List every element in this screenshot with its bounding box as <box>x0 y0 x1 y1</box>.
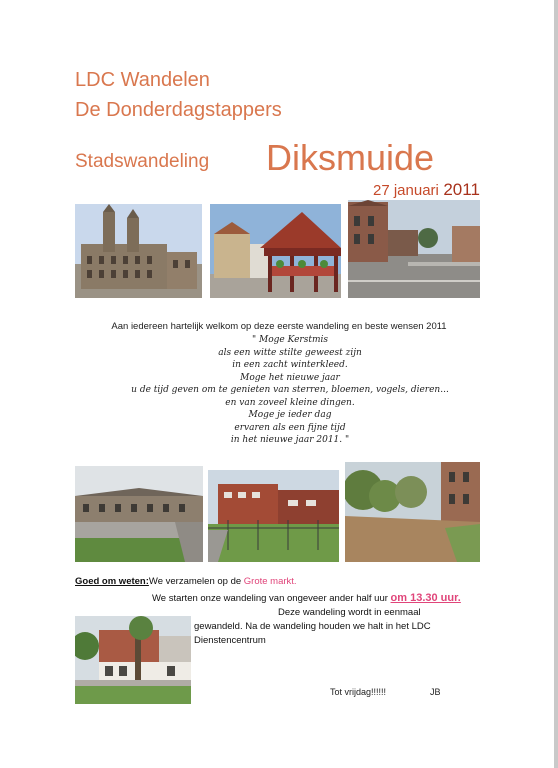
date-year: 2011 <box>443 180 480 199</box>
photo-market-hall <box>210 204 341 298</box>
poem-line: en van zoveel kleine dingen. <box>225 397 355 408</box>
org-subtitle: De Donderdagstappers <box>75 99 282 121</box>
walk-type: Stadswandeling <box>75 151 210 172</box>
info-time: om 13.30 uur. <box>390 592 461 604</box>
photo-town-hall <box>75 204 202 298</box>
info-label: Goed om weten: <box>75 576 149 587</box>
poem-line: in het nieuwe jaar 2011. " <box>230 435 350 445</box>
info-start: We starten onze wandeling van ongeveer ander half uur <box>152 593 391 604</box>
walk-date <box>373 180 480 200</box>
info-line-5: Dienstencentrum <box>194 635 266 646</box>
photo-sports-field <box>208 470 339 562</box>
org-title: LDC Wandelen <box>75 69 210 91</box>
poem-line: ervaren als een fijne tijd <box>234 422 346 433</box>
poem-line: Moge je ieder dag <box>248 410 332 420</box>
poem <box>100 334 480 447</box>
scan-edge <box>554 0 558 768</box>
info-gather: We verzamelen op de <box>148 576 244 587</box>
info-line-4: gewandeld. Na de wandeling houden we halt in het LDC <box>194 621 431 632</box>
info-line-2 <box>152 592 461 604</box>
photo-river <box>345 462 480 562</box>
poem-line: " Moge Kerstmis <box>252 335 328 345</box>
author-initials: JB <box>430 687 441 697</box>
photo-school <box>75 466 203 562</box>
photo-street <box>348 200 480 298</box>
info-place: Grote markt. <box>243 576 297 587</box>
date-day-month: 27 januari <box>373 182 439 199</box>
photo-service-centre <box>75 616 191 704</box>
info-line-1 <box>75 576 297 587</box>
welcome-text: Aan iedereen hartelijk welkom op deze eerste wandeling en beste wensen 2011 <box>111 321 447 332</box>
info-line-3: Deze wandeling wordt in eenmaal <box>278 607 421 618</box>
poem-line: Moge het nieuwe jaar <box>240 372 340 383</box>
poem-line: in een zacht winterkleed. <box>232 360 348 370</box>
city-name: Diksmuide <box>266 137 435 178</box>
poem-line: u de tijd geven om te genieten van sterren, bloemen, vogels, dieren... <box>131 385 449 395</box>
sign-off: Tot vrijdag!!!!!! <box>330 687 387 697</box>
poem-line: als een witte stilte geweest zijn <box>218 347 362 358</box>
